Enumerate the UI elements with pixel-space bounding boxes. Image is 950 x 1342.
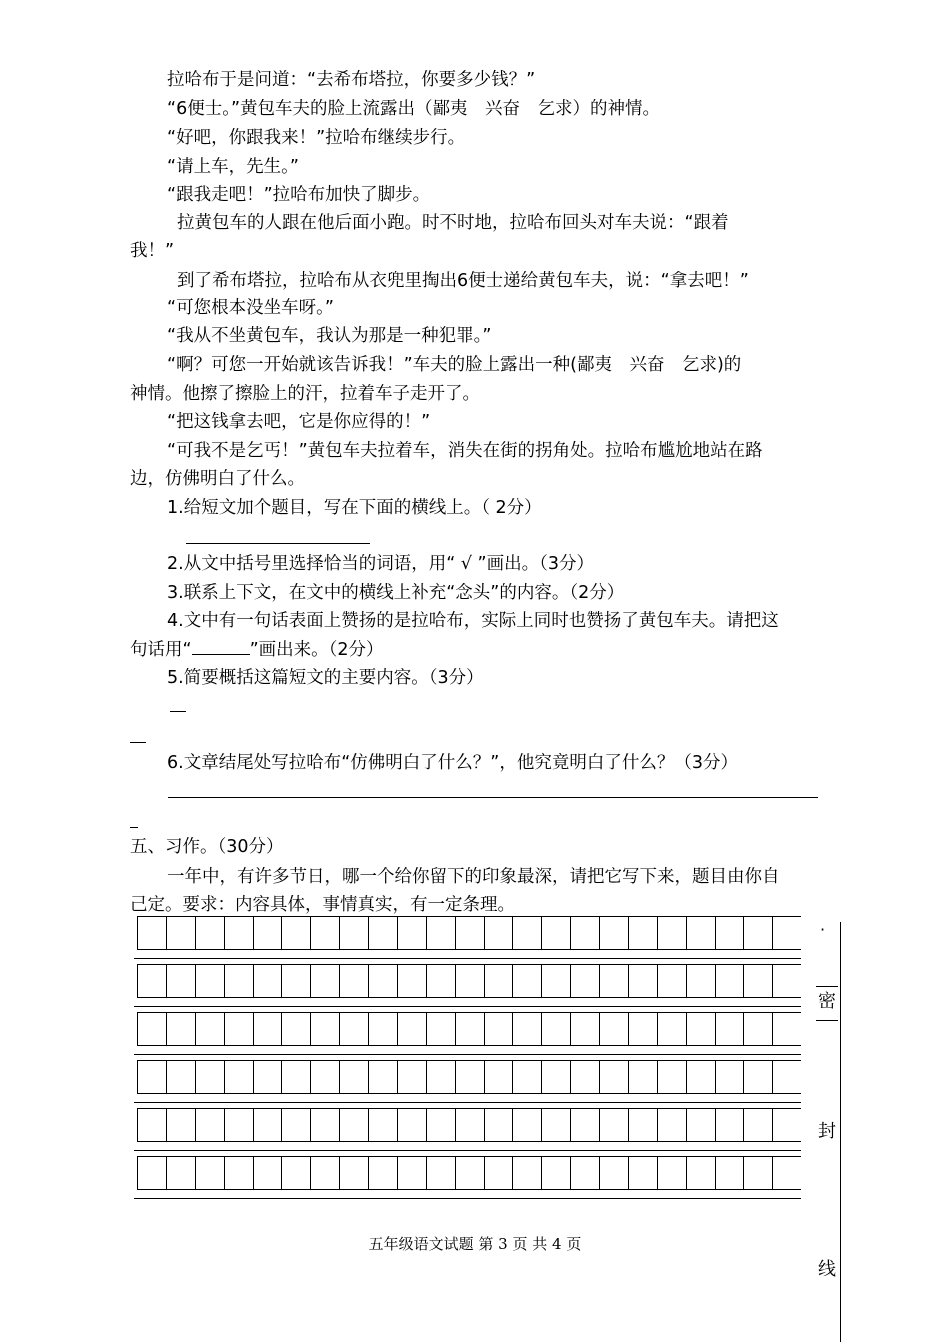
- grid-cell[interactable]: [397, 1061, 426, 1093]
- passage-line: 神情。他擦了擦脸上的汗，拉着车子走开了。: [130, 384, 480, 404]
- grid-cell[interactable]: [224, 1061, 253, 1093]
- grid-cell[interactable]: [772, 1157, 801, 1189]
- grid-cell[interactable]: [253, 1109, 282, 1141]
- grid-cell[interactable]: [195, 1109, 224, 1141]
- seal-char-feng: 封: [818, 1121, 836, 1142]
- grid-cell[interactable]: [599, 1109, 628, 1141]
- grid-cell[interactable]: [686, 965, 715, 997]
- grid-separator: [134, 1006, 801, 1007]
- grid-cell[interactable]: [657, 1109, 686, 1141]
- grid-cell[interactable]: [137, 917, 166, 949]
- grid-cells: [137, 1108, 801, 1142]
- grid-cell[interactable]: [253, 965, 282, 997]
- grid-cell[interactable]: [570, 1013, 599, 1045]
- grid-cell[interactable]: [570, 1157, 599, 1189]
- grid-cell[interactable]: [715, 1157, 744, 1189]
- grid-cell[interactable]: [455, 965, 484, 997]
- grid-cell[interactable]: [657, 1061, 686, 1093]
- grid-cell[interactable]: [455, 1061, 484, 1093]
- grid-cell[interactable]: [686, 1109, 715, 1141]
- passage-line: “啊？可您一开始就该告诉我！”车夫的脸上露出一种(鄙夷 兴奋 乞求)的: [167, 355, 742, 375]
- grid-cell[interactable]: [686, 917, 715, 949]
- grid-cells: [137, 1012, 801, 1046]
- grid-cell[interactable]: [253, 1013, 282, 1045]
- grid-cell[interactable]: [310, 1109, 339, 1141]
- grid-cell[interactable]: [541, 965, 570, 997]
- grid-cell[interactable]: [541, 1061, 570, 1093]
- grid-cell[interactable]: [426, 1157, 455, 1189]
- grid-cell[interactable]: [628, 1109, 657, 1141]
- grid-cell[interactable]: [339, 965, 368, 997]
- grid-cell[interactable]: [512, 1061, 541, 1093]
- grid-row: [137, 1012, 801, 1060]
- grid-cell[interactable]: [772, 1109, 801, 1141]
- grid-cell[interactable]: [195, 917, 224, 949]
- grid-cell[interactable]: [686, 1013, 715, 1045]
- grid-cell[interactable]: [368, 1157, 397, 1189]
- grid-cells: [137, 1060, 801, 1094]
- grid-cell[interactable]: [310, 1061, 339, 1093]
- essay-prompt-line: 一年中，有许多节日，哪一个给你留下的印象最深，请把它写下来，题目由你自: [167, 867, 780, 887]
- grid-cell[interactable]: [368, 917, 397, 949]
- grid-cell[interactable]: [310, 917, 339, 949]
- grid-cell[interactable]: [397, 965, 426, 997]
- grid-cell[interactable]: [715, 1109, 744, 1141]
- grid-cell[interactable]: [195, 1013, 224, 1045]
- grid-row: [137, 1156, 801, 1204]
- grid-cell[interactable]: [310, 1157, 339, 1189]
- grid-cell[interactable]: [195, 965, 224, 997]
- answer-line-q5a[interactable]: [170, 711, 186, 712]
- grid-separator: [134, 1102, 801, 1103]
- grid-cell[interactable]: [628, 1013, 657, 1045]
- grid-cell[interactable]: [455, 1013, 484, 1045]
- passage-line: “把这钱拿去吧，它是你应得的！”: [167, 412, 431, 432]
- grid-cell[interactable]: [397, 917, 426, 949]
- grid-row: [137, 1108, 801, 1156]
- grid-cell[interactable]: [281, 1157, 310, 1189]
- grid-cell[interactable]: [455, 917, 484, 949]
- seal-tick: [816, 1020, 838, 1021]
- grid-cell[interactable]: [541, 1109, 570, 1141]
- grid-cell[interactable]: [599, 1157, 628, 1189]
- grid-cell[interactable]: [224, 1157, 253, 1189]
- passage-line: 我！”: [130, 241, 175, 261]
- passage-line: “请上车，先生。”: [167, 157, 299, 177]
- grid-cell[interactable]: [397, 1109, 426, 1141]
- essay-prompt-line: 己定。要求：内容具体，事情真实，有一定条理。: [130, 895, 515, 915]
- grid-cell[interactable]: [166, 1109, 195, 1141]
- grid-cell[interactable]: [599, 917, 628, 949]
- grid-cell[interactable]: [541, 1013, 570, 1045]
- grid-cell[interactable]: [628, 917, 657, 949]
- grid-cell[interactable]: [253, 1061, 282, 1093]
- passage-line: 到了希布塔拉，拉哈布从衣兜里掏出6便士递给黄包车夫，说：“拿去吧！”: [177, 271, 749, 291]
- grid-row: [137, 1060, 801, 1108]
- grid-cell[interactable]: [224, 1109, 253, 1141]
- question-6: 6.文章结尾处写拉哈布“仿佛明白了什么？”，他究竟明白了什么？（3分）: [167, 753, 738, 773]
- grid-cell[interactable]: [166, 965, 195, 997]
- grid-cell[interactable]: [426, 1109, 455, 1141]
- question-4: 4.文中有一句话表面上赞扬的是拉哈布，实际上同时也赞扬了黄包车夫。请把这: [167, 611, 779, 631]
- grid-cell[interactable]: [599, 965, 628, 997]
- seal-dot: ·: [820, 920, 826, 939]
- grid-cell[interactable]: [686, 1061, 715, 1093]
- grid-cell[interactable]: [484, 1109, 513, 1141]
- grid-cell[interactable]: [368, 1013, 397, 1045]
- seal-char-mi: 密: [818, 991, 836, 1012]
- grid-cell[interactable]: [743, 1061, 772, 1093]
- question-5: 5.简要概括这篇短文的主要内容。（3分）: [167, 668, 484, 688]
- writing-grid[interactable]: [137, 916, 801, 1204]
- grid-cell[interactable]: [368, 965, 397, 997]
- grid-cell[interactable]: [743, 1013, 772, 1045]
- grid-cell[interactable]: [772, 1013, 801, 1045]
- page-footer: 五年级语文试题 第 3 页 共 4 页: [368, 1235, 582, 1253]
- grid-cell[interactable]: [166, 1061, 195, 1093]
- grid-cell[interactable]: [339, 1013, 368, 1045]
- grid-cell[interactable]: [743, 965, 772, 997]
- grid-cell[interactable]: [339, 1109, 368, 1141]
- answer-line-q1[interactable]: [186, 543, 370, 544]
- grid-cell[interactable]: [253, 1157, 282, 1189]
- grid-row: [137, 916, 801, 964]
- grid-cell[interactable]: [281, 965, 310, 997]
- grid-cell[interactable]: [281, 1109, 310, 1141]
- grid-separator: [134, 1198, 801, 1199]
- grid-cell[interactable]: [397, 1013, 426, 1045]
- grid-cell[interactable]: [657, 1157, 686, 1189]
- grid-cell[interactable]: [512, 1013, 541, 1045]
- grid-cell[interactable]: [657, 1013, 686, 1045]
- grid-cell[interactable]: [339, 917, 368, 949]
- grid-cells: [137, 1156, 801, 1190]
- passage-line: “跟我走吧！”拉哈布加快了脚步。: [167, 185, 431, 205]
- question-2: 2.从文中括号里选择恰当的词语，用“ √ ”画出。（3分）: [167, 554, 594, 574]
- grid-cell[interactable]: [455, 1157, 484, 1189]
- grid-cell[interactable]: [599, 1013, 628, 1045]
- question-1: 1.给短文加个题目，写在下面的横线上。（ 2分）: [167, 498, 542, 518]
- grid-cell[interactable]: [397, 1157, 426, 1189]
- grid-cell[interactable]: [628, 1061, 657, 1093]
- passage-line: “好吧，你跟我来！”拉哈布继续步行。: [167, 128, 466, 148]
- grid-cell[interactable]: [484, 1061, 513, 1093]
- answer-line-q6b[interactable]: [130, 827, 138, 828]
- grid-cell[interactable]: [599, 1061, 628, 1093]
- grid-cell[interactable]: [339, 1061, 368, 1093]
- grid-cell[interactable]: [426, 965, 455, 997]
- grid-cell[interactable]: [281, 917, 310, 949]
- grid-cell[interactable]: [137, 965, 166, 997]
- grid-separator: [134, 1054, 801, 1055]
- grid-cell[interactable]: [512, 965, 541, 997]
- grid-cell[interactable]: [281, 1061, 310, 1093]
- grid-separator: [134, 958, 801, 959]
- grid-cell[interactable]: [512, 1157, 541, 1189]
- grid-row: [137, 964, 801, 1012]
- grid-cell[interactable]: [368, 1061, 397, 1093]
- underline-blank: [192, 638, 250, 655]
- grid-cell[interactable]: [137, 1061, 166, 1093]
- grid-cell[interactable]: [772, 965, 801, 997]
- grid-cell[interactable]: [195, 1061, 224, 1093]
- grid-cell[interactable]: [137, 1013, 166, 1045]
- passage-line: “可我不是乞丐！”黄包车夫拉着车，消失在街的拐角处。拉哈布尴尬地站在路: [167, 441, 763, 461]
- grid-cell[interactable]: [772, 1061, 801, 1093]
- grid-cell[interactable]: [628, 1157, 657, 1189]
- grid-cell[interactable]: [484, 1157, 513, 1189]
- seal-char-xian: 线: [818, 1259, 836, 1280]
- grid-cell[interactable]: [512, 1109, 541, 1141]
- grid-cell[interactable]: [628, 965, 657, 997]
- grid-cell[interactable]: [715, 965, 744, 997]
- grid-cell[interactable]: [484, 917, 513, 949]
- passage-line: “6便士。”黄包车夫的脸上流露出（鄙夷 兴奋 乞求）的神情。: [167, 99, 661, 119]
- grid-cell[interactable]: [224, 1013, 253, 1045]
- grid-cell[interactable]: [570, 1109, 599, 1141]
- passage-line: “我从不坐黄包车，我认为那是一种犯罪。”: [167, 326, 492, 346]
- grid-cell[interactable]: [137, 1109, 166, 1141]
- grid-separator: [134, 1150, 801, 1151]
- grid-cell[interactable]: [657, 917, 686, 949]
- grid-cell[interactable]: [772, 917, 801, 949]
- grid-cell[interactable]: [455, 1109, 484, 1141]
- passage-line: 边，仿佛明白了什么。: [130, 469, 305, 489]
- grid-cell[interactable]: [743, 917, 772, 949]
- seal-line: [840, 922, 841, 1342]
- answer-line-q6[interactable]: [168, 797, 818, 798]
- grid-cell[interactable]: [743, 1157, 772, 1189]
- grid-cell[interactable]: [224, 917, 253, 949]
- grid-cell[interactable]: [715, 1061, 744, 1093]
- grid-cell[interactable]: [339, 1157, 368, 1189]
- grid-cell[interactable]: [484, 1013, 513, 1045]
- grid-cell[interactable]: [715, 917, 744, 949]
- grid-cell[interactable]: [310, 1013, 339, 1045]
- grid-cell[interactable]: [570, 917, 599, 949]
- passage-line: 拉哈布于是问道：“去希布塔拉，你要多少钱？”: [167, 70, 536, 90]
- grid-cell[interactable]: [743, 1109, 772, 1141]
- grid-cell[interactable]: [512, 917, 541, 949]
- grid-cells: [137, 916, 801, 950]
- grid-cell[interactable]: [426, 1061, 455, 1093]
- grid-cell[interactable]: [310, 965, 339, 997]
- grid-cell[interactable]: [426, 917, 455, 949]
- seal-tick: [816, 986, 838, 987]
- grid-cell[interactable]: [281, 1013, 310, 1045]
- grid-cell[interactable]: [715, 1013, 744, 1045]
- grid-cell[interactable]: [541, 1157, 570, 1189]
- passage-line: 拉黄包车的人跟在他后面小跑。时不时地，拉哈布回头对车夫说：“跟着: [177, 213, 729, 233]
- grid-cell[interactable]: [570, 1061, 599, 1093]
- grid-cell[interactable]: [570, 965, 599, 997]
- section-5-heading: 五、习作。（30分）: [130, 837, 284, 857]
- passage-line: “可您根本没坐车呀。”: [167, 298, 334, 318]
- grid-cell[interactable]: [166, 917, 195, 949]
- grid-cell[interactable]: [166, 1013, 195, 1045]
- grid-cell[interactable]: [657, 965, 686, 997]
- q4-text-pre: 句话用“: [130, 640, 192, 660]
- grid-cell[interactable]: [224, 965, 253, 997]
- grid-cell[interactable]: [166, 1157, 195, 1189]
- question-4-cont: [130, 638, 384, 661]
- grid-cell[interactable]: [253, 917, 282, 949]
- grid-cell[interactable]: [195, 1157, 224, 1189]
- grid-cell[interactable]: [484, 965, 513, 997]
- answer-line-q5b[interactable]: [130, 742, 146, 743]
- question-3: 3.联系上下文，在文中的横线上补充“念头”的内容。（2分）: [167, 583, 625, 603]
- grid-cell[interactable]: [541, 917, 570, 949]
- grid-cell[interactable]: [686, 1157, 715, 1189]
- grid-cell[interactable]: [368, 1109, 397, 1141]
- q4-text-post: ”画出来。（2分）: [249, 640, 384, 660]
- grid-cell[interactable]: [137, 1157, 166, 1189]
- grid-cell[interactable]: [426, 1013, 455, 1045]
- grid-cells: [137, 964, 801, 998]
